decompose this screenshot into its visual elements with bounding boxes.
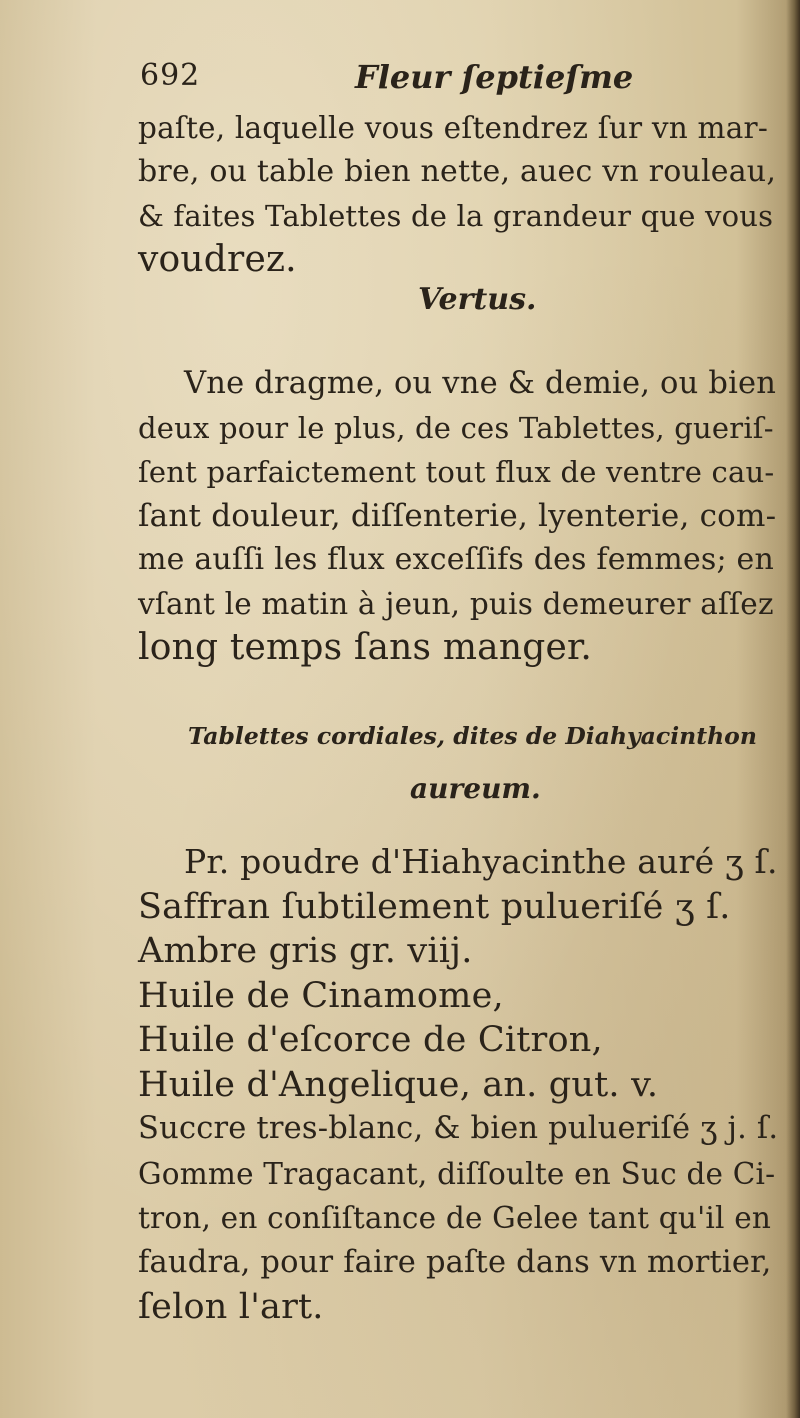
running-title: Fleur ſeptieſme xyxy=(355,58,634,96)
recipe-line: Gomme Tragacant, diſſoulte en Suc de Ci- xyxy=(138,1156,776,1191)
recipe-line: Succre tres-blanc, & bien pulueriſé ʒ j. ſ. xyxy=(138,1111,779,1146)
page-edge-shadow xyxy=(786,0,800,1418)
heading-tablettes-line2: aureum. xyxy=(410,772,541,805)
text-line: voudrez. xyxy=(138,239,297,280)
recipe-line: Huile d'eſcorce de Citron, xyxy=(138,1020,603,1060)
paragraph-virtues xyxy=(138,362,778,670)
text-line: paſte, laquelle vous eſtendrez ſur vn mar- xyxy=(138,111,768,145)
paragraph-preparation xyxy=(138,106,778,282)
text-line: Vne dragme, ou vne & demie, ou bien xyxy=(184,366,777,401)
text-line: ſent parfaictement tout flux de ventre cau- xyxy=(138,455,775,489)
text-line: long temps ſans manger. xyxy=(138,627,593,668)
text-line: vſant le matin à jeun, puis demeurer aſſez xyxy=(138,587,774,621)
heading-vertus: Vertus. xyxy=(418,282,537,317)
recipe-line: tron, en conſiſtance de Gelee tant qu'il en xyxy=(138,1201,772,1235)
recipe-line: Huile d'Angelique, an. gut. v. xyxy=(138,1064,659,1105)
text-line: bre, ou table bien nette, auec vn rouleau, xyxy=(138,154,777,189)
recipe-list xyxy=(138,840,778,1330)
text-line: ſant douleur, diſſenterie, lyenterie, com- xyxy=(138,498,777,534)
recipe-line: Pr. poudre d'Hiahyacinthe auré ʒ ſ. xyxy=(184,842,778,881)
recipe-line: ſelon l'art. xyxy=(138,1287,324,1327)
text-line: deux pour le plus, de ces Tablettes, gueriſ- xyxy=(138,411,774,445)
recipe-line: Saffran ſubtilement pulueriſé ʒ ſ. xyxy=(138,886,731,927)
page-number: 692 xyxy=(140,58,201,93)
text-line: me auſſi les flux exceſſifs des femmes; en xyxy=(138,542,775,577)
recipe-line: Ambre gris gr. viij. xyxy=(138,931,473,971)
page-header xyxy=(140,58,780,108)
text-line: & faites Tablettes de la grandeur que vous xyxy=(138,199,774,233)
recipe-line: faudra, pour faire paſte dans vn mortier, xyxy=(138,1244,772,1280)
recipe-line: Huile de Cinamome, xyxy=(138,975,504,1016)
heading-tablettes-line1: Tablettes cordiales, dites de Diahyacinthon xyxy=(188,722,757,750)
